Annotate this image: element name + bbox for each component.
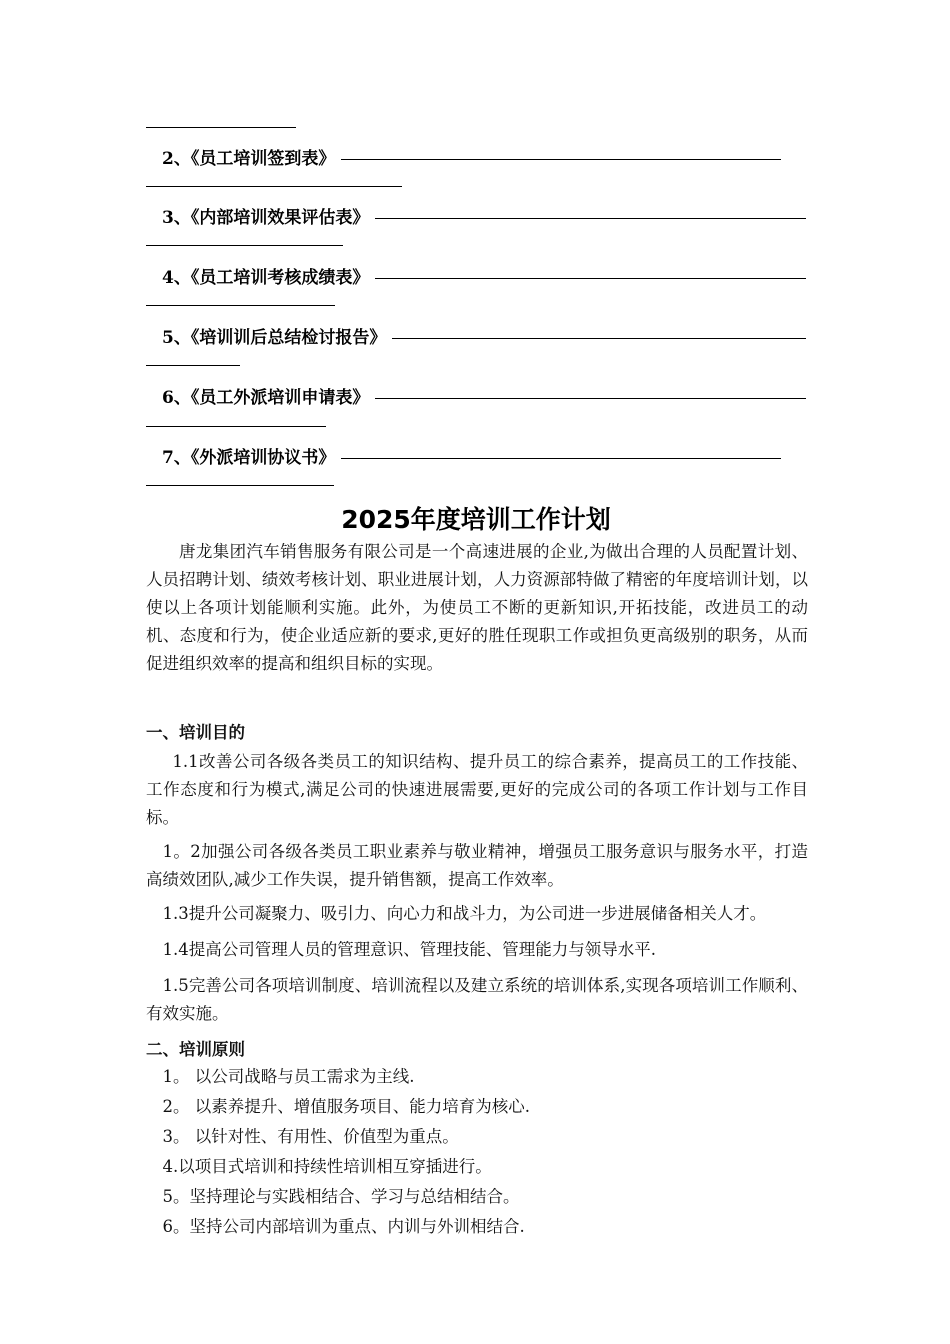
list-item: 1.3提升公司凝聚力、吸引力、向心力和战斗力，为公司进一步进展储备相关人才。 (162, 904, 767, 923)
toc-item-6 (162, 385, 806, 411)
toc-item-5 (162, 325, 806, 351)
toc-item-label: 7、《外派培训协议书》 (162, 448, 336, 468)
dash-line (146, 186, 402, 187)
list-item: 1。2加强公司各级各类员工职业素养与敬业精神，增强员工服务意识与服务水平，打造高绩效团队,减少工作失误，提升销售额，提高工作效率。 (146, 842, 808, 889)
toc-item-label: 3、《内部培训效果评估表》 (162, 208, 370, 228)
section-heading: 一、培训目的 (146, 723, 245, 742)
document-title: 2025年度培训工作计划 (341, 505, 611, 534)
list-item: 2。 以素养提升、增值服务项目、能力培育为核心. (162, 1097, 530, 1116)
toc-item-label: 6、《员工外派培训申请表》 (162, 388, 370, 408)
dash-leader (341, 159, 781, 160)
dash-leader (375, 218, 806, 219)
section-training-principles (146, 1037, 808, 1241)
dash-leader (375, 398, 806, 399)
section-training-goals (146, 720, 808, 1028)
dash-leader (341, 458, 781, 459)
toc-item-label: 2、《员工培训签到表》 (162, 149, 336, 169)
dash-line (146, 127, 296, 128)
toc-item-4 (162, 265, 806, 291)
toc-item-7 (162, 445, 806, 471)
list-item: 4.以项目式培训和持续性培训相互穿插进行。 (162, 1157, 492, 1176)
list-item: 1。 以公司战略与员工需求为主线. (162, 1067, 415, 1086)
dash-line (146, 245, 343, 246)
list-item: 6。坚持公司内部培训为重点、内训与外训相结合. (162, 1217, 525, 1236)
dash-line (146, 485, 334, 486)
list-item: 1.4提高公司管理人员的管理意识、管理技能、管理能力与领导水平. (162, 940, 656, 959)
dash-leader (392, 338, 806, 339)
toc-item-3 (162, 205, 806, 231)
list-item: 1.1改善公司各级各类员工的知识结构、提升员工的综合素养，提高员工的工作技能、工作态度和行为模式,满足公司的快速进展需要,更好的完成公司的各项工作计划与工作目标。 (146, 752, 808, 827)
dash-line (146, 365, 240, 366)
intro-text: 唐龙集团汽车销售服务有限公司是一个高速进展的企业,为做出合理的人员配置计划、人员招聘计划、绩效考核计划、职业进展计划，人力资源部特做了精密的年度培训计划，以使以上各项计划能顺利实施。此外，为使员工不断的更新知识,开拓技能，改进员工的动机、态度和行为，使企业适应新的要求,更好的胜任现职工作或担负更高级别的职务，从而促进组织效率的提高和组织目标的实现。 (146, 542, 808, 673)
section-heading: 二、培训原则 (146, 1040, 245, 1059)
list-item: 5。坚持理论与实践相结合、学习与总结相结合。 (162, 1187, 520, 1206)
list-item: 3。 以针对性、有用性、价值型为重点。 (162, 1127, 459, 1146)
dash-line (146, 426, 326, 427)
intro-paragraph (146, 538, 808, 678)
list-item: 1.5完善公司各项培训制度、培训流程以及建立系统的培训体系,实现各项培训工作顺利、有效实施。 (146, 976, 808, 1023)
toc-item-label: 5、《培训训后总结检讨报告》 (162, 328, 387, 348)
toc-item-2 (162, 146, 806, 172)
dash-leader (375, 278, 806, 279)
dash-line (146, 305, 335, 306)
toc-item-label: 4、《员工培训考核成绩表》 (162, 268, 370, 288)
